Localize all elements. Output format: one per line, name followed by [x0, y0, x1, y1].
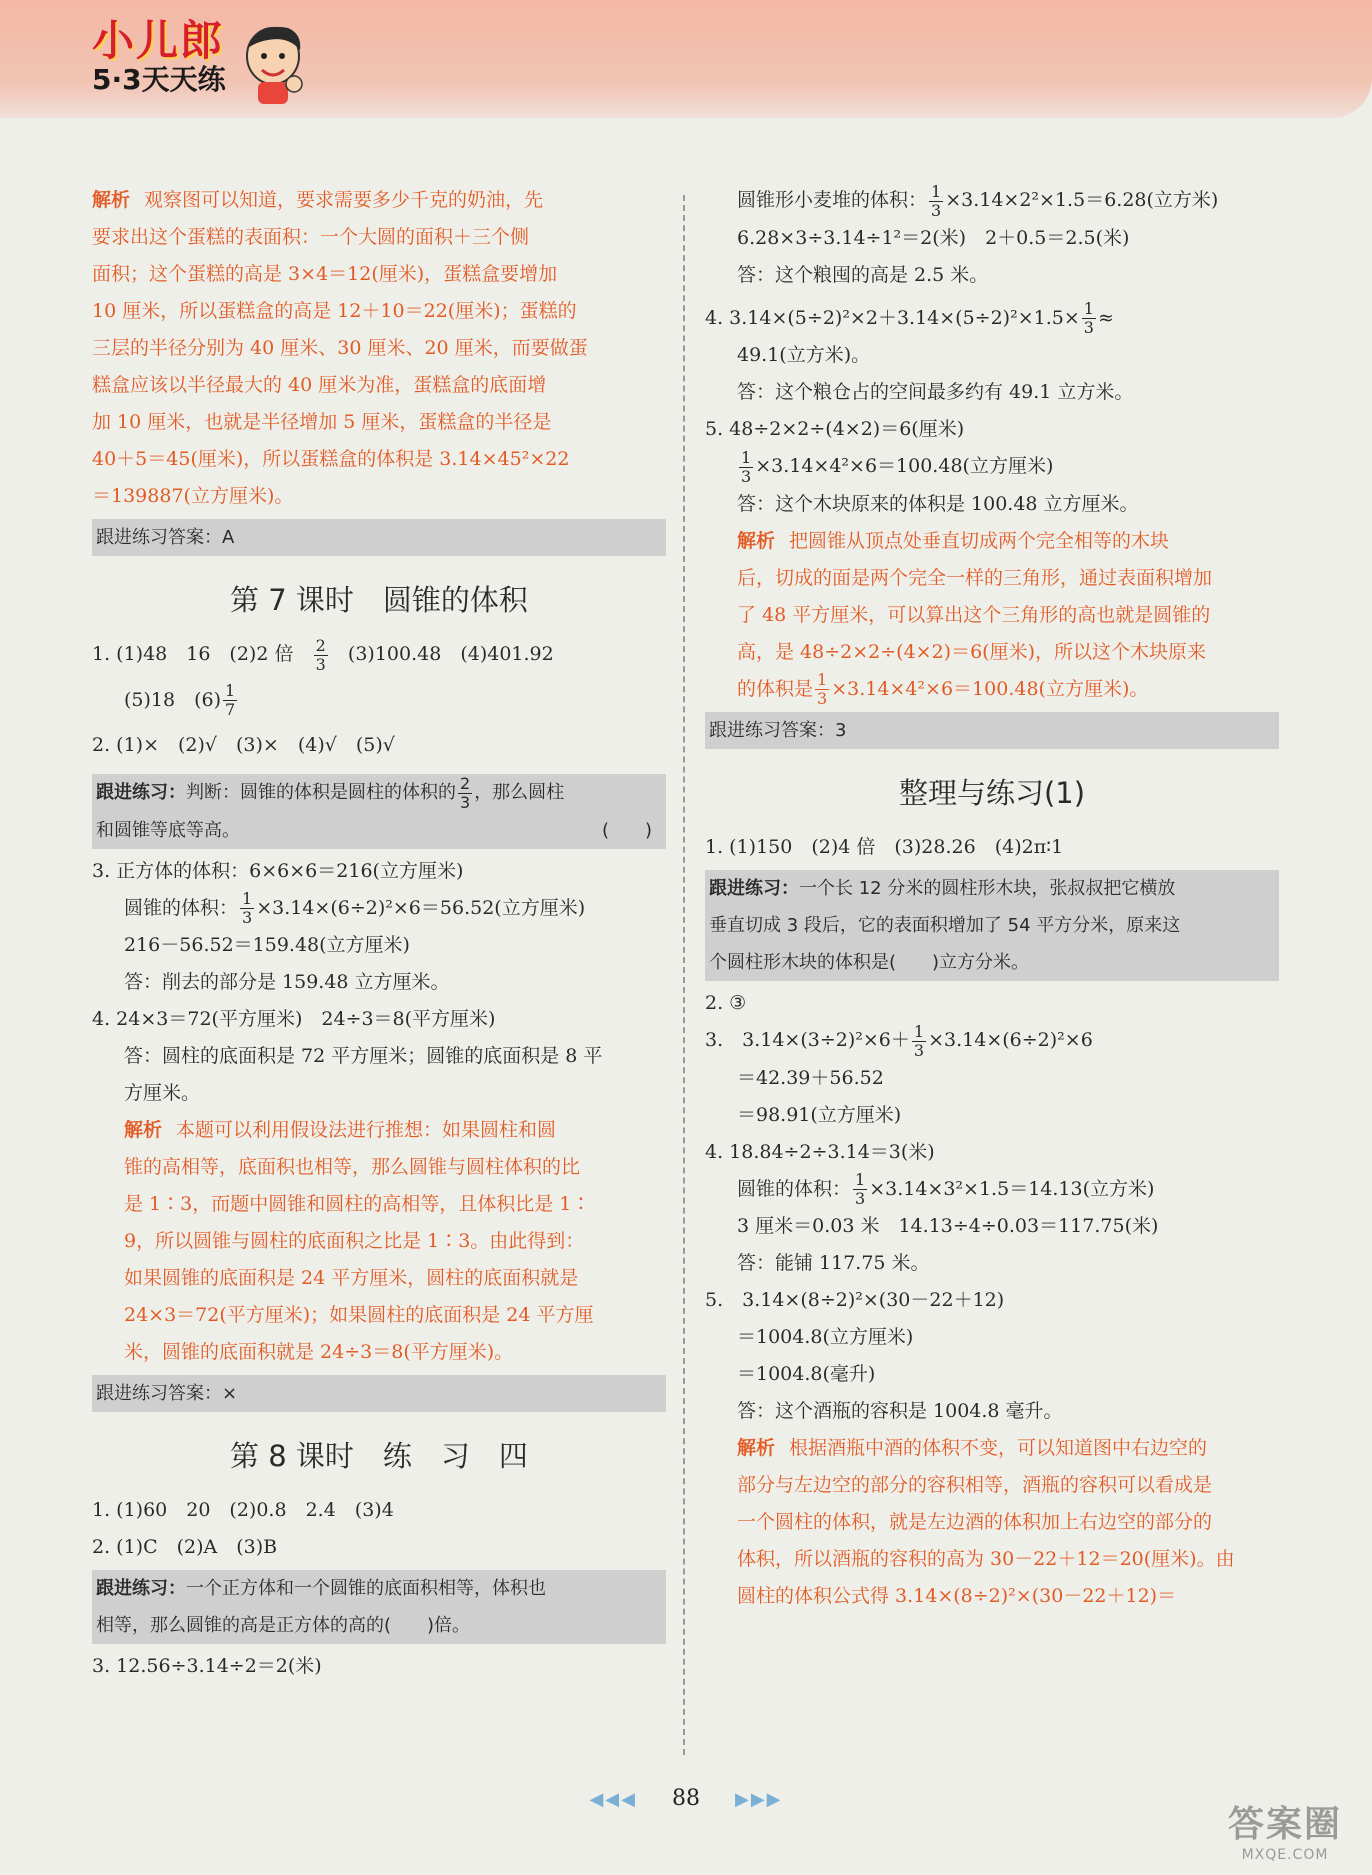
- answer-4-line: 方厘米。: [124, 1082, 201, 1104]
- analysis-line: 24×3＝72(平方厘米)；如果圆柱的底面积是 24 平方厘: [124, 1304, 594, 1326]
- answer-4: 4. 24×3＝72(平方厘米) 24÷3＝8(平方厘米): [92, 1008, 496, 1030]
- l8-answer-2: 2. (1)C (2)A (3)B: [92, 1536, 278, 1558]
- r-line: 6.28×3÷3.14÷1²＝2(米) 2＋0.5＝2.5(米): [737, 226, 1130, 249]
- r-line: 49.1(立方米)。: [737, 344, 871, 366]
- left-column: [92, 182, 666, 1685]
- r-line: 圆锥形小麦堆的体积： $\frac{1}{3}$ ×3.14×2²×1.5＝6.28(立方米): [737, 181, 1219, 220]
- prev-arrows-icon: ◀◀◀: [589, 1789, 637, 1810]
- r-line: 答：这个粮仓占的空间最多约有 49.1 立方米。: [737, 381, 1134, 403]
- analysis-line: 三层的半径分别为 40 厘米、30 厘米、20 厘米，而要做蛋: [92, 337, 588, 359]
- r-line: $\frac{1}{3}$ ×3.14×4²×6＝100.48(立方厘米): [741, 447, 1054, 486]
- fraction: $\frac{1}{3}$: [931, 181, 942, 220]
- fraction: $\frac{1}{3}$: [855, 1170, 866, 1208]
- mascot-icon: [238, 20, 308, 108]
- page-footer: [0, 1786, 1372, 1811]
- s-answer-5: 5. 3.14×(8÷2)²×(30－22＋12): [705, 1289, 1005, 1311]
- analysis-tag: 解析: [124, 1119, 163, 1141]
- fraction: $\frac{1}{3}$: [741, 447, 752, 486]
- answer-1-cont: (5)18 (6) $\frac{1}{7}$: [124, 681, 236, 719]
- analysis-block-2: 解析 本题可以利用假设法进行推想：如果圆柱和圆 锥的高相等，底面积也相等，那么圆锥与圆柱体积的比 是 1∶3，而题中圆锥和圆柱的高相等，且体积比是 1∶ 9，所以圆锥与圆柱的底面积之比是 1∶3。由此得到： 如果圆锥的底面积是 24 平方厘米，圆柱的底面积就是 24×3＝72(平方厘米)；如果圆柱的底面积是 24 平方厘 米，圆锥的底面积就是 24÷3＝8(平方厘米)。: [92, 1112, 666, 1371]
- s-line: ＝98.91(立方厘米): [737, 1103, 902, 1126]
- r-answer-4: 4. 3.14×(5÷2)²×2＋3.14×(5÷2)²×1.5× $\frac{1}{3}$ ≈: [705, 299, 1114, 337]
- analysis-line: 的体积是 $\frac{1}{3}$ ×3.14×4²×6＝100.48(立方厘米)。: [737, 670, 1149, 708]
- s-answer-2: 2. ③: [705, 992, 747, 1014]
- logo: [92, 18, 226, 96]
- s-line: ＝42.39＋56.52: [737, 1066, 884, 1089]
- fraction: $\frac{2}{3}$: [460, 773, 471, 812]
- fraction: $\frac{1}{3}$: [242, 889, 253, 927]
- follow-answer-3: 跟进练习答案：3: [705, 712, 1279, 749]
- s-line: 答：这个酒瓶的容积是 1004.8 毫升。: [737, 1400, 1063, 1422]
- analysis-line: 锥的高相等，底面积也相等，那么圆锥与圆柱体积的比: [124, 1156, 581, 1178]
- s-line: ＝1004.8(立方厘米): [737, 1326, 914, 1348]
- next-arrows-icon: ▶▶▶: [735, 1789, 783, 1810]
- analysis-line: 是 1∶3，而题中圆锥和圆柱的高相等，且体积比是 1∶: [124, 1193, 591, 1215]
- analysis-block-3: 解析 把圆锥从顶点处垂直切成两个完全相等的木块 后，切成的面是两个完全一样的三角形，通过表面积增加 了 48 平方厘米，可以算出这个三角形的高也就是圆锥的 高，是 48÷2×2÷(4×2)＝6(厘米)，所以这个木块原来 的体积是 $\frac{1}{3}$ ×3.14×4²×6＝100.48(立方厘米)。: [705, 523, 1279, 709]
- s-answer-1: 1. (1)150 (2)4 倍 (3)28.26 (4)2π∶1: [705, 836, 1064, 858]
- s-line: 3 厘米＝0.03 米 14.13÷4÷0.03＝117.75(米): [737, 1215, 1159, 1237]
- analysis-line: 10 厘米，所以蛋糕盒的高是 12＋10＝22(厘米)；蛋糕的: [92, 300, 577, 322]
- answer-3-line: 答：削去的部分是 159.48 立方厘米。: [124, 971, 450, 993]
- fraction: $\frac{1}{3}$: [1083, 299, 1094, 337]
- r-answer-5: 5. 48÷2×2÷(4×2)＝6(厘米): [705, 418, 965, 440]
- s-line: 答：能铺 117.75 米。: [737, 1252, 930, 1274]
- analysis-line: 40＋5＝45(厘米)，所以蛋糕盒的体积是 3.14×45²×22: [92, 448, 570, 470]
- l8-answer-3: 3. 12.56÷3.14÷2＝2(米): [92, 1655, 322, 1677]
- analysis-line: 了 48 平方厘米，可以算出这个三角形的高也就是圆锥的: [737, 603, 1211, 626]
- fraction: $\frac{2}{3}$: [315, 635, 326, 674]
- answer-1: 1. (1)48 16 (2)2 倍 $\frac{2}{3}$ (3)100.48 (4)401.92: [92, 635, 554, 674]
- answer-3-line: 圆锥的体积： $\frac{1}{3}$ ×3.14×(6÷2)²×6＝56.52(立方厘米): [124, 889, 586, 927]
- page-number: 88: [672, 1786, 700, 1811]
- answer-4-line: 答：圆柱的底面积是 72 平方厘米；圆锥的底面积是 8 平: [124, 1045, 603, 1067]
- lesson-8-title: 第 8 课时 练 习 四: [230, 1439, 528, 1473]
- analysis-block-4: 解析 根据酒瓶中酒的体积不变，可以知道图中右边空的 部分与左边空的部分的容积相等，酒瓶的容积可以看成是 一个圆柱的体积，就是左边酒的体积加上右边空的部分的 体积，所以酒瓶的容积的高为 30－22＋12＝20(厘米)。由 圆柱的体积公式得 3.14×(8÷2)²×(30－22＋12)＝: [705, 1430, 1279, 1615]
- fraction: $\frac{1}{7}$: [225, 681, 236, 719]
- lesson-7-title: 第 7 课时 圆锥的体积: [230, 583, 528, 617]
- answer-3: 3. 正方体的体积：6×6×6＝216(立方厘米): [92, 859, 464, 882]
- fraction: $\frac{1}{3}$: [817, 670, 828, 708]
- answer-3-line: 216－56.52＝159.48(立方厘米): [124, 934, 410, 956]
- s-line: ＝1004.8(毫升): [737, 1363, 876, 1385]
- analysis-tag: 解析: [737, 529, 776, 552]
- follow-practice-2: 跟进练习：一个正方体和一个圆锥的底面积相等，体积也 相等，那么圆锥的高是正方体的高的( )倍。: [92, 1570, 666, 1644]
- follow-answer-2: 跟进练习答案：×: [92, 1375, 666, 1412]
- logo-title: 小儿郎: [92, 16, 225, 65]
- analysis-line: 一个圆柱的体积，就是左边酒的体积加上右边空的部分的: [737, 1511, 1213, 1533]
- analysis-line: 糕盒应该以半径最大的 40 厘米为准，蛋糕盒的底面增: [92, 374, 547, 396]
- analysis-line: 如果圆锥的底面积是 24 平方厘米，圆柱的底面积就是: [124, 1267, 579, 1289]
- analysis-line: 体积，所以酒瓶的容积的高为 30－22＋12＝20(厘米)。由: [737, 1548, 1235, 1570]
- r-line: 答：这个粮囤的高是 2.5 米。: [737, 263, 989, 286]
- analysis-line: 圆柱的体积公式得 3.14×(8÷2)²×(30－22＋12)＝: [737, 1585, 1177, 1607]
- analysis-line: 面积；这个蛋糕的高是 3×4＝12(厘米)，蛋糕盒要增加: [92, 263, 558, 285]
- answer-2: 2. (1)× (2)√ (3)× (4)√ (5)√: [92, 734, 395, 756]
- analysis-line: ＝139887(立方厘米)。: [92, 485, 294, 507]
- l8-answer-1: 1. (1)60 20 (2)0.8 2.4 (3)4: [92, 1499, 394, 1521]
- s-line: 圆锥的体积： $\frac{1}{3}$ ×3.14×3²×1.5＝14.13(立方米): [737, 1170, 1155, 1208]
- analysis-line: 观察图可以知道，要求需要多少千克的奶油，先: [144, 189, 544, 211]
- analysis-line: 高，是 48÷2×2÷(4×2)＝6(厘米)，所以这个木块原来: [737, 640, 1206, 663]
- s-answer-3: 3. 3.14×(3÷2)²×6＋ $\frac{1}{3}$ ×3.14×(6÷2)²×6: [705, 1021, 1093, 1060]
- analysis-line: 9，所以圆锥与圆柱的底面积之比是 1∶3。由此得到：: [124, 1230, 585, 1252]
- follow-practice-1: 跟进练习：判断：圆锥的体积是圆柱的体积的 $\frac{2}{3}$ ，那么圆柱 和圆锥等底等高。 ( ): [92, 774, 666, 849]
- analysis-line: 要求出这个蛋糕的表面积：一个大圆的面积＋三个侧: [92, 226, 530, 248]
- analysis-line: 部分与左边空的部分的容积相等，酒瓶的容积可以看成是: [737, 1474, 1213, 1496]
- right-column: [705, 182, 1279, 1615]
- follow-answer-1: 跟进练习答案：A: [92, 519, 666, 556]
- s-answer-4: 4. 18.84÷2÷3.14＝3(米): [705, 1140, 935, 1163]
- analysis-tag: 解析: [737, 1437, 776, 1459]
- follow-practice-3: 跟进练习：一个长 12 分米的圆柱形木块，张叔叔把它横放 垂直切成 3 段后，它的表面积增加了 54 平方分米，原来这 个圆柱形木块的体积是( )立方分米。: [705, 870, 1279, 981]
- section-title: 整理与练习(1): [898, 776, 1086, 810]
- watermark: 答案圈 MXQE.COM: [1227, 1804, 1342, 1863]
- analysis-tag: 解析: [92, 189, 131, 211]
- fraction: $\frac{1}{3}$: [913, 1021, 925, 1060]
- column-divider: [683, 195, 685, 1755]
- logo-subtitle: 5·3天天练: [92, 63, 226, 96]
- analysis-line: 加 10 厘米，也就是半径增加 5 厘米，蛋糕盒的半径是: [92, 411, 552, 433]
- analysis-line: 后，切成的面是两个完全一样的三角形，通过表面积增加: [737, 566, 1213, 589]
- analysis-line: 米，圆锥的底面积就是 24÷3＝8(平方厘米)。: [124, 1341, 514, 1363]
- analysis-block-1: [92, 182, 666, 515]
- r-line: 答：这个木块原来的体积是 100.48 立方厘米。: [737, 492, 1139, 515]
